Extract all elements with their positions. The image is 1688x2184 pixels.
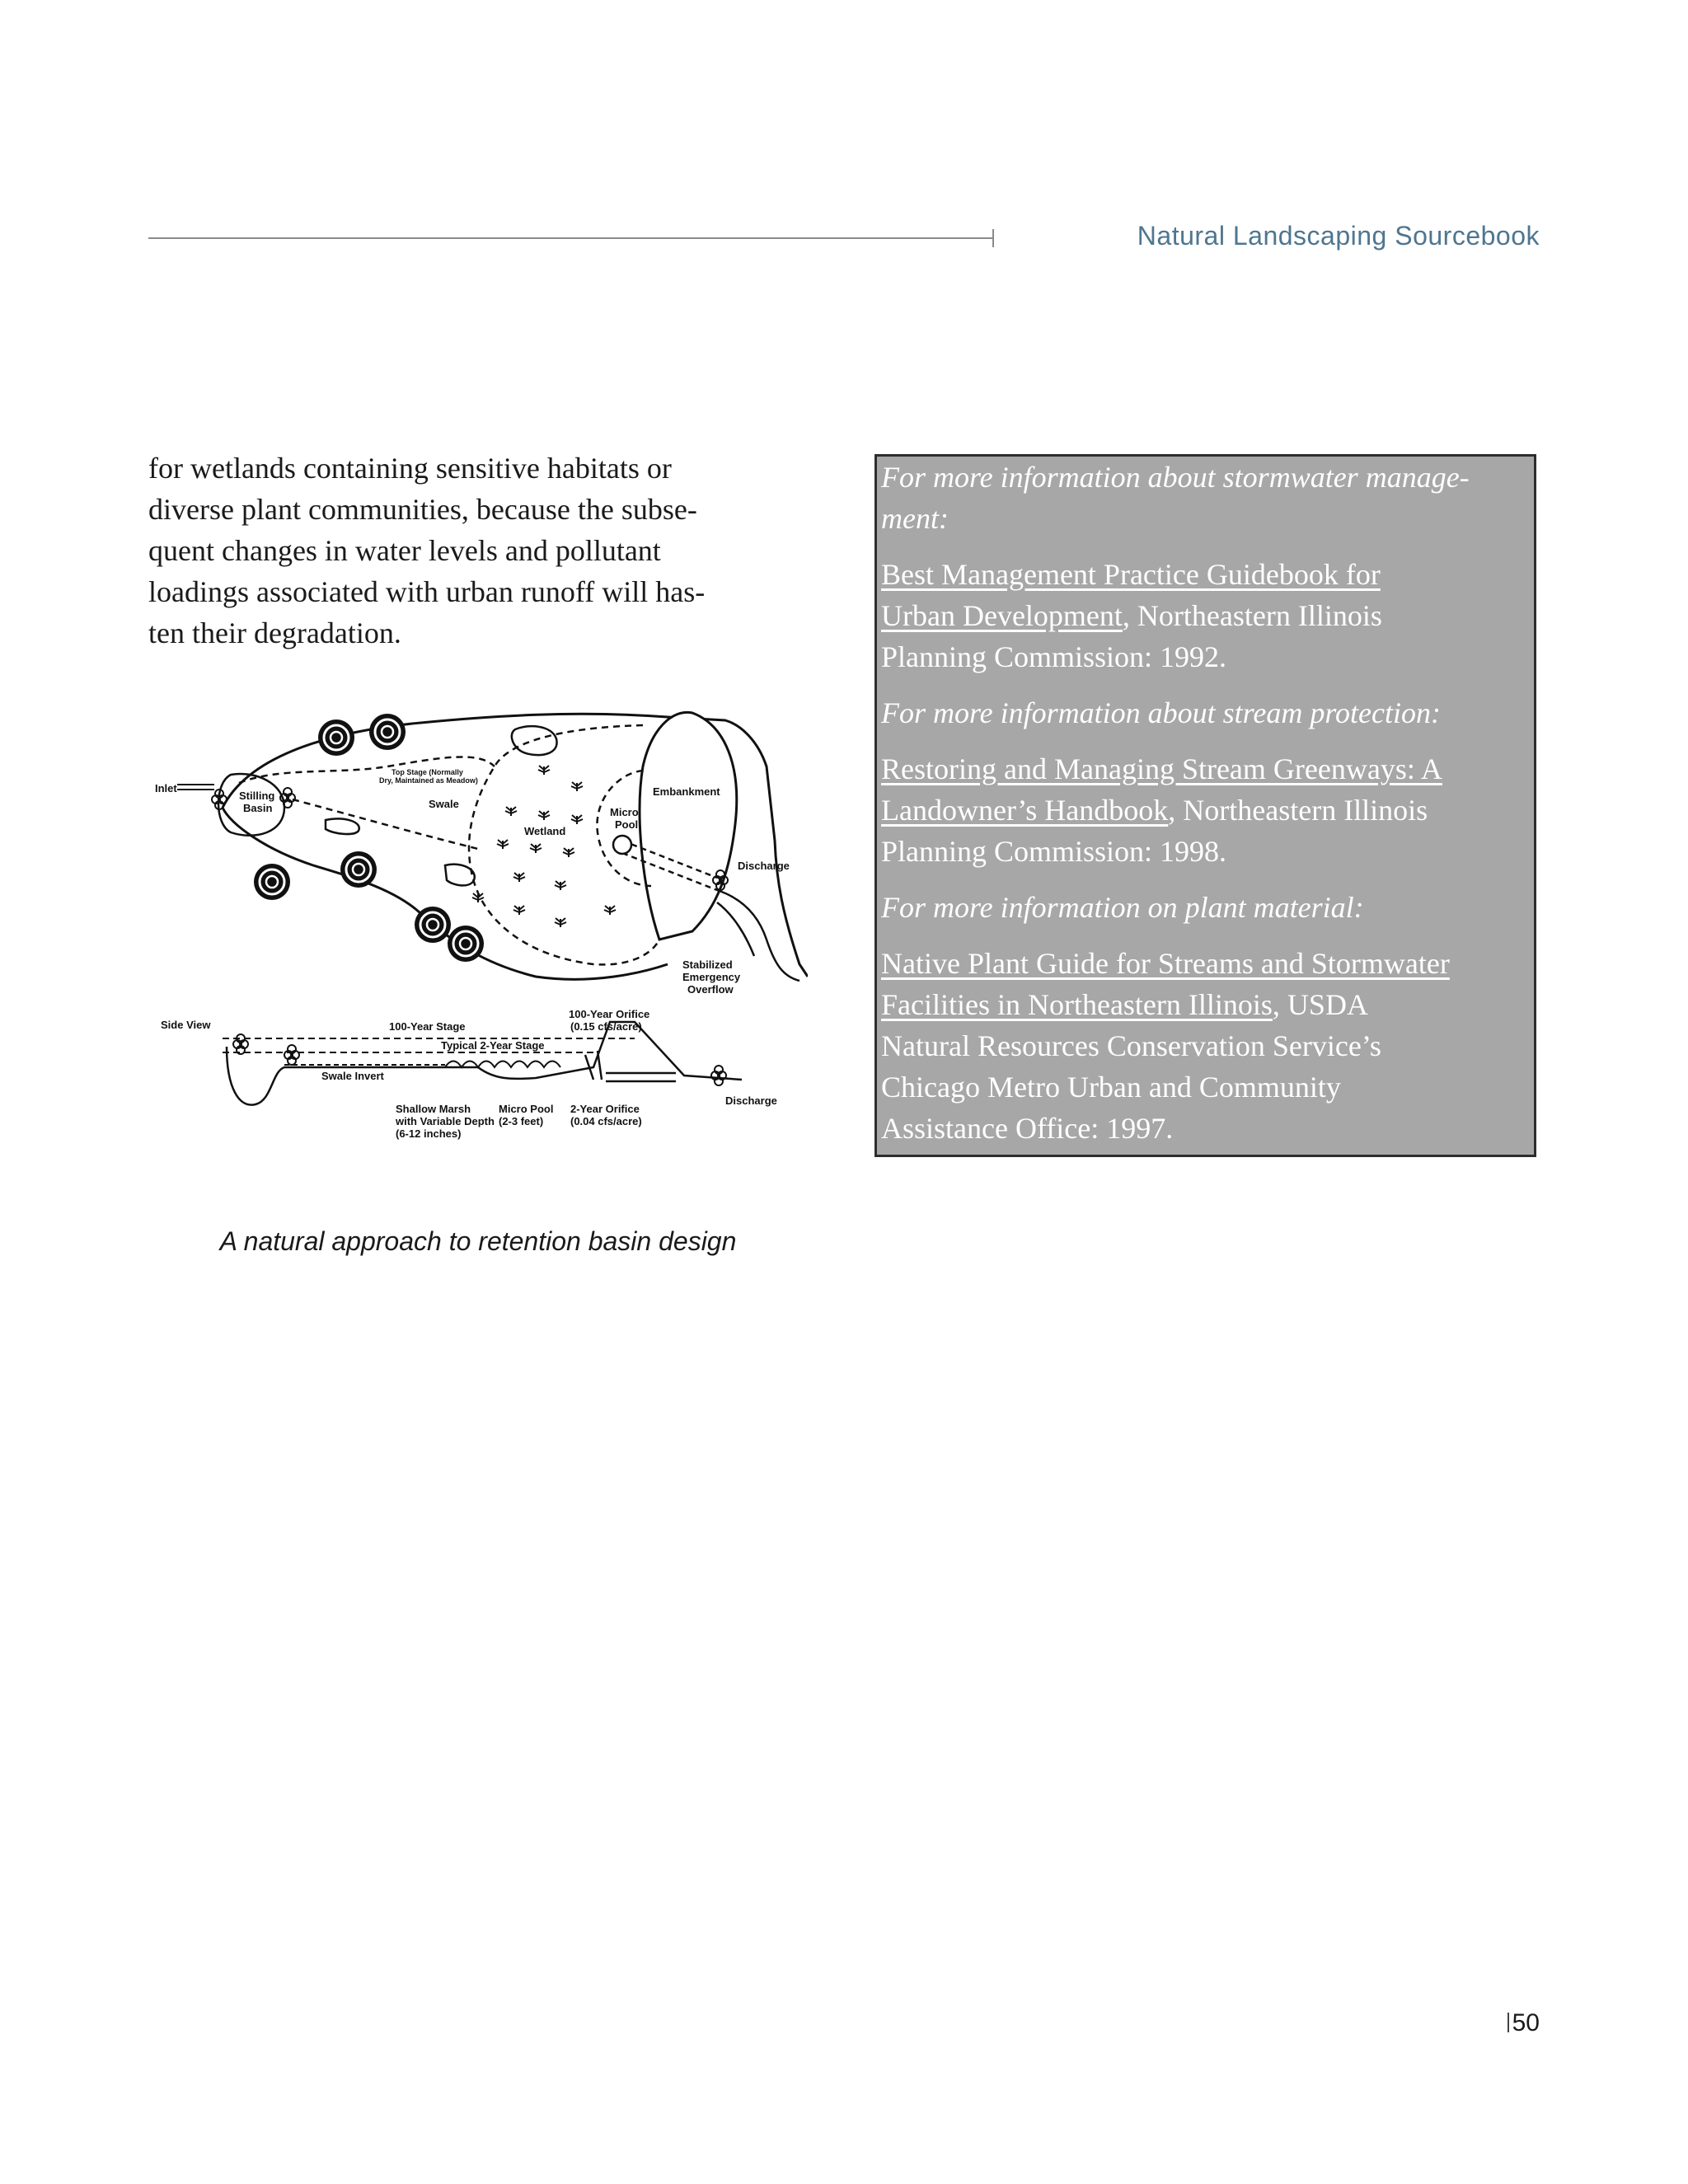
reference-text: Chicago Metro Urban and Community: [881, 1071, 1341, 1104]
side-profile: [227, 1022, 742, 1105]
label-100-year-stage: 100-Year Stage: [389, 1020, 466, 1033]
label-swale-invert: Swale Invert: [321, 1070, 384, 1082]
label-discharge: Discharge: [738, 860, 790, 872]
reference-text: , Northeastern Illinois: [1122, 599, 1382, 632]
label-overflow: Overflow: [687, 983, 734, 996]
intro-line: For more information about stormwater manage-: [881, 461, 1470, 494]
micropool-orifice: [613, 836, 631, 854]
label-inlet: Inlet: [155, 782, 177, 794]
label-top-stage: Top Stage (Normally: [392, 768, 463, 776]
label-side-view: Side View: [161, 1019, 211, 1031]
resources-sidebar: [874, 454, 1536, 1157]
plant-intro: For more information on plant material:: [881, 891, 1364, 924]
body-line: quent changes in water levels and pollutant: [148, 534, 661, 567]
reference-text: Assistance Office: 1997.: [881, 1112, 1174, 1145]
label-shallow-marsh: Shallow Marsh: [396, 1103, 471, 1115]
stream-reference: [881, 748, 1531, 872]
body-line: ten their degradation.: [148, 616, 401, 649]
label-variable-depth: with Variable Depth: [396, 1115, 495, 1127]
page-number-bar: [1507, 2013, 1509, 2032]
reference-text: Planning Commission: 1998.: [881, 835, 1227, 868]
stream-greenways-link-cont[interactable]: Landowner’s Handbook: [881, 794, 1169, 827]
label-micro: Micro: [610, 806, 639, 818]
label-typical-2-year-stage: Typical 2-Year Stage: [441, 1039, 545, 1052]
stormwater-reference: [881, 554, 1531, 677]
label-basin: Basin: [243, 802, 273, 814]
retention-basin-figure: [148, 692, 808, 1203]
label-2-year-orifice: 2-Year Orifice: [570, 1103, 640, 1115]
intro-line: ment:: [881, 502, 949, 535]
label-100-year-orifice: 100-Year Orifice: [569, 1008, 650, 1020]
label-wetland: Wetland: [524, 825, 566, 837]
label-2-year-rate: (0.04 cfs/acre): [570, 1115, 642, 1127]
label-pool: Pool: [615, 818, 639, 831]
body-line: loadings associated with urban runoff will has-: [148, 575, 706, 608]
reference-text: Natural Resources Conservation Service’s: [881, 1029, 1381, 1062]
stream-greenways-link[interactable]: Restoring and Managing Stream Greenways: A: [881, 752, 1442, 785]
marsh-plants: [445, 1062, 560, 1068]
label-100-year-rate: (0.15 cfs/acre): [570, 1020, 642, 1033]
inlet-line: [177, 785, 214, 790]
body-line: diverse plant communities, because the subse-: [148, 493, 697, 526]
stormwater-intro: [881, 457, 1531, 539]
island: [326, 818, 359, 834]
page-number-value: 50: [1512, 2009, 1540, 2036]
native-plant-guide-link-cont[interactable]: Facilities in Northeastern Illinois: [881, 988, 1273, 1021]
body-paragraph: [148, 448, 808, 654]
outlet-riser: [585, 1051, 676, 1081]
label-swale: Swale: [429, 798, 459, 810]
label-embankment: Embankment: [653, 785, 720, 798]
plant-reference: [881, 943, 1531, 1149]
label-micro-pool-depth: (2-3 feet): [499, 1115, 544, 1127]
running-head: Natural Landscaping Sourcebook: [1137, 221, 1540, 251]
label-depth-inches: (6-12 inches): [396, 1127, 462, 1140]
figure-caption: A natural approach to retention basin design: [219, 1226, 737, 1256]
header-rule-tick: [992, 229, 994, 247]
label-side-discharge: Discharge: [725, 1094, 777, 1107]
page-number: [1507, 2009, 1540, 2037]
island: [445, 865, 475, 886]
body-line: for wetlands containing sensitive habitats or: [148, 452, 672, 485]
label-top-stage-2: Dry, Maintained as Meadow): [379, 776, 478, 785]
retention-basin-diagram: [148, 692, 808, 1203]
reference-text: Planning Commission: 1992.: [881, 640, 1227, 673]
stormwater-guidebook-link[interactable]: Best Management Practice Guidebook for: [881, 558, 1381, 591]
stormwater-guidebook-link-cont[interactable]: Urban Development: [881, 599, 1123, 632]
label-emergency: Emergency: [682, 971, 741, 983]
label-stilling: Stilling: [239, 790, 275, 802]
reference-text: , Northeastern Illinois: [1168, 794, 1428, 827]
label-micro-pool: Micro Pool: [499, 1103, 554, 1115]
header-rule: [148, 237, 993, 239]
label-stabilized: Stabilized: [682, 958, 733, 971]
stream-intro: For more information about stream protection:: [881, 696, 1441, 729]
native-plant-guide-link[interactable]: Native Plant Guide for Streams and Stormwater: [881, 947, 1450, 980]
reference-text: , USDA: [1272, 988, 1368, 1021]
